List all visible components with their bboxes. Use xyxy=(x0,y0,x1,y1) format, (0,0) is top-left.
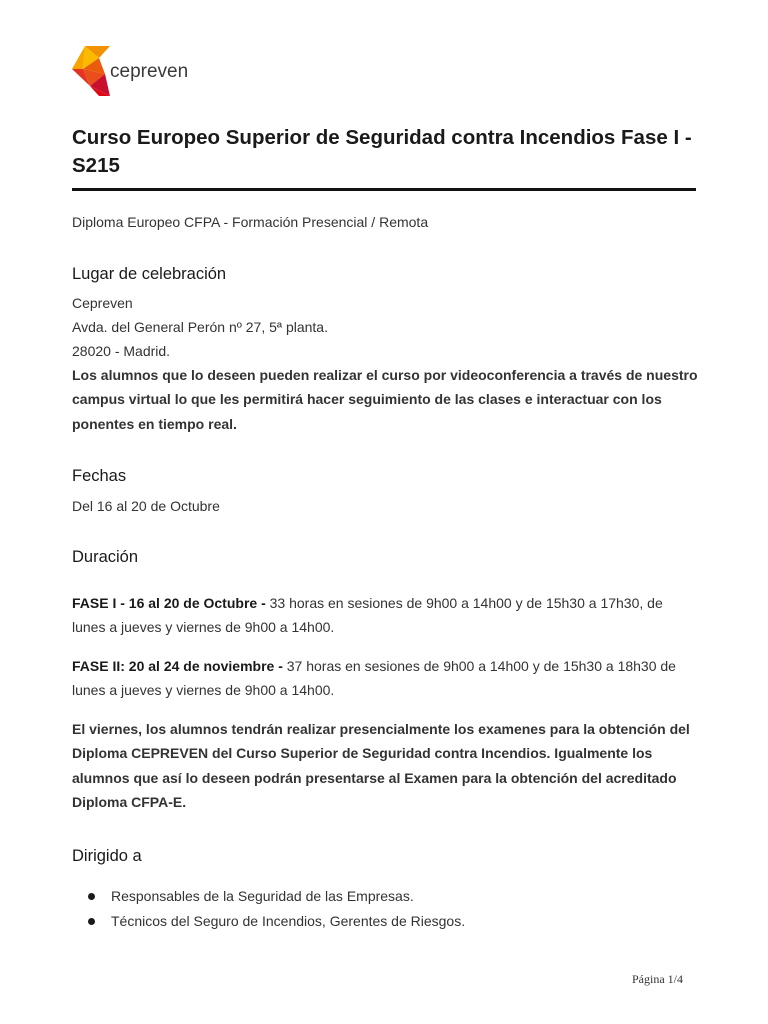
dirigido-list xyxy=(72,884,465,934)
list-item xyxy=(72,909,465,934)
course-title: Curso Europeo Superior de Seguridad contra Incendios Fase I - S215 xyxy=(72,126,692,177)
fase1-label: FASE I - 16 al 20 de Octubre - xyxy=(72,595,270,611)
duracion-note: El viernes, los alumnos tendrán realizar presencialmente los examenes para la obtención del Diploma CEPREVEN del Curso Superior de Seguridad contra Incendios. Igualmente los alumnos que así lo deseen podrán presentarse al Examen para la obtención del acreditado Diploma CFPA-E. xyxy=(72,721,690,810)
cepreven-logo-icon xyxy=(72,46,112,96)
brand-name: cepreven xyxy=(110,61,189,82)
bullet-icon xyxy=(88,918,95,925)
bullet-icon xyxy=(88,893,95,900)
list-item-text: Responsables de la Seguridad de las Empresas. xyxy=(111,888,414,904)
cepreven-logo xyxy=(72,46,189,96)
fechas-text: Del 16 al 20 de Octubre xyxy=(72,498,220,514)
fase1-text: 33 horas en sesiones de 9h00 a 14h00 y de 15h30 a 17h30, de lunes a jueves y viernes de 9h00 a 14h00. xyxy=(72,595,663,636)
lugar-line-3: 28020 - Madrid. xyxy=(72,343,171,359)
fase2-paragraph xyxy=(72,654,698,703)
list-item xyxy=(72,884,465,909)
lugar-heading: Lugar de celebración xyxy=(72,265,227,283)
lugar-note: Los alumnos que lo deseen pueden realizar el curso por videoconferencia a través de nuestro campus virtual lo que les permitirá hacer seguimiento de las clases e interactuar con los ponentes en tiempo real. xyxy=(72,367,698,432)
list-item-text: Técnicos del Seguro de Incendios, Gerentes de Riesgos. xyxy=(111,913,466,929)
lugar-line-2: Avda. del General Perón nº 27, 5ª planta. xyxy=(72,319,328,335)
title-divider xyxy=(72,188,696,191)
course-subtitle: Diploma Europeo CFPA - Formación Presencial / Remota xyxy=(72,214,429,230)
fase2-label: FASE II: 20 al 24 de noviembre - xyxy=(72,658,287,674)
lugar-line-1: Cepreven xyxy=(72,295,133,311)
dirigido-heading: Dirigido a xyxy=(72,847,142,865)
fase1-paragraph xyxy=(72,591,698,640)
duracion-heading: Duración xyxy=(72,548,139,566)
page-number: Página 1/4 xyxy=(632,972,683,986)
fechas-heading: Fechas xyxy=(72,467,127,485)
fase2-text: 37 horas en sesiones de 9h00 a 14h00 y de 15h30 a 18h30 de lunes a jueves y viernes de 9h00 a 14h00. xyxy=(72,658,676,699)
